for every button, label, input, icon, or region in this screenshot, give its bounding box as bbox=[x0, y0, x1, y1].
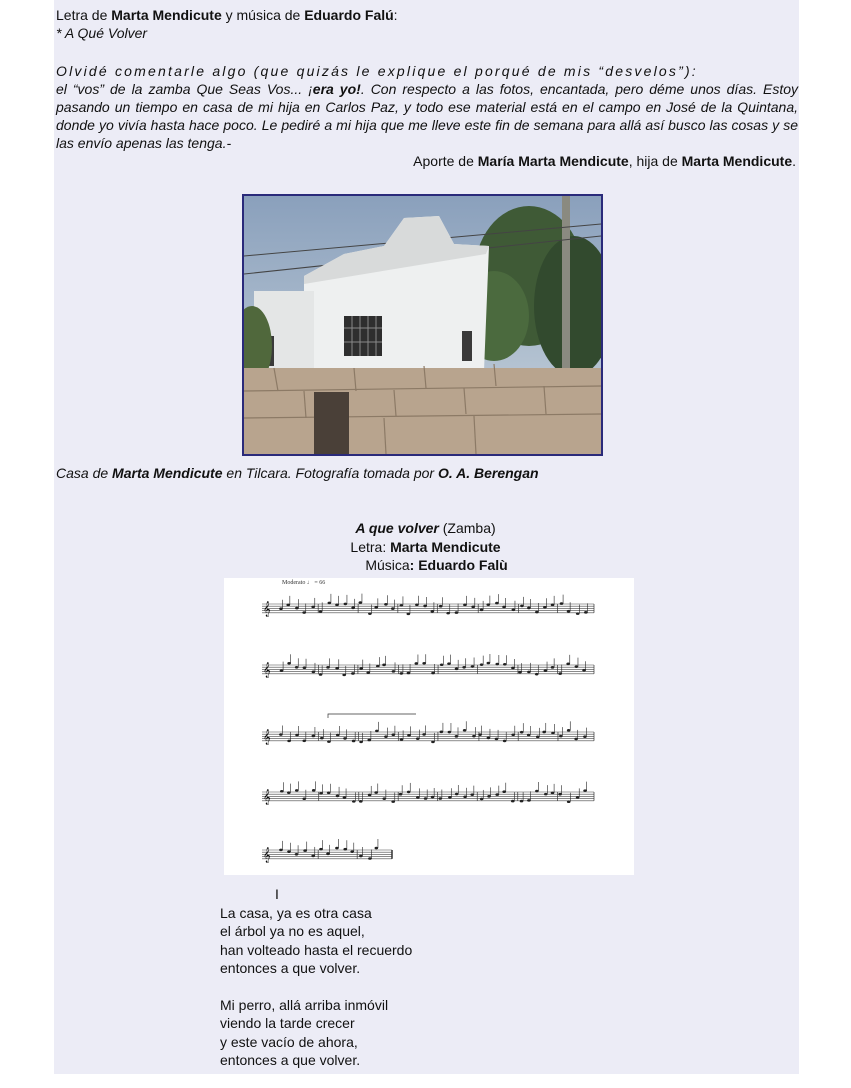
note bbox=[320, 737, 324, 740]
note bbox=[438, 797, 442, 800]
note bbox=[302, 611, 306, 614]
note bbox=[359, 601, 363, 604]
intro-line bbox=[56, 6, 398, 24]
note bbox=[471, 665, 475, 668]
note bbox=[287, 850, 291, 853]
note bbox=[368, 857, 372, 860]
note bbox=[574, 738, 578, 741]
note bbox=[431, 610, 435, 613]
lyrics bbox=[220, 904, 412, 1088]
note bbox=[582, 669, 586, 672]
note bbox=[303, 849, 307, 852]
note bbox=[311, 606, 315, 609]
note bbox=[376, 665, 380, 668]
note bbox=[407, 672, 411, 675]
note bbox=[400, 604, 404, 607]
note bbox=[311, 855, 315, 858]
note bbox=[520, 605, 524, 608]
house-photo bbox=[242, 194, 603, 456]
note bbox=[512, 608, 516, 611]
note bbox=[343, 848, 347, 851]
note bbox=[535, 611, 539, 614]
note bbox=[495, 663, 499, 666]
note bbox=[374, 606, 378, 609]
note bbox=[375, 847, 379, 850]
note bbox=[503, 663, 507, 666]
note bbox=[535, 673, 539, 676]
treble-clef-icon: 𝄞 bbox=[263, 790, 271, 805]
tempo-marking: Moderato ♩ = 66 bbox=[282, 580, 326, 586]
note bbox=[551, 604, 555, 607]
note bbox=[455, 793, 459, 796]
note bbox=[472, 735, 476, 738]
staff bbox=[262, 721, 594, 745]
note bbox=[286, 604, 290, 607]
staff bbox=[262, 839, 392, 863]
note bbox=[342, 674, 346, 677]
note bbox=[471, 606, 475, 609]
note bbox=[487, 662, 491, 665]
note bbox=[480, 663, 484, 666]
note bbox=[431, 741, 435, 744]
note bbox=[295, 789, 299, 792]
note bbox=[551, 732, 555, 735]
note bbox=[567, 729, 571, 732]
note bbox=[527, 799, 531, 802]
photo-caption bbox=[56, 464, 539, 482]
note bbox=[455, 611, 459, 614]
note bbox=[287, 791, 291, 794]
note bbox=[495, 738, 499, 741]
note bbox=[416, 796, 420, 799]
note bbox=[399, 793, 403, 796]
note bbox=[431, 672, 435, 675]
note bbox=[422, 733, 426, 736]
note bbox=[527, 734, 531, 737]
note bbox=[335, 667, 339, 670]
note bbox=[392, 670, 396, 673]
photographer-name: O. A. Berengan bbox=[437, 465, 539, 481]
note bbox=[280, 669, 284, 672]
note bbox=[368, 794, 372, 797]
note bbox=[279, 733, 283, 736]
author-name: Marta Mendicute bbox=[112, 465, 223, 481]
note bbox=[415, 603, 419, 606]
note bbox=[487, 737, 491, 740]
label: Música bbox=[365, 557, 410, 573]
text: Aporte de bbox=[413, 153, 478, 169]
note bbox=[463, 604, 467, 607]
note bbox=[502, 790, 506, 793]
note bbox=[295, 734, 299, 737]
note bbox=[359, 667, 363, 670]
note bbox=[470, 793, 474, 796]
text: : bbox=[393, 7, 398, 23]
note bbox=[359, 741, 363, 744]
note bbox=[559, 735, 563, 738]
note bbox=[520, 731, 524, 734]
note bbox=[295, 607, 299, 610]
note bbox=[424, 797, 428, 800]
note bbox=[567, 800, 571, 803]
note bbox=[527, 607, 531, 610]
note bbox=[440, 731, 444, 734]
note bbox=[326, 853, 330, 856]
note bbox=[543, 606, 547, 609]
note bbox=[575, 665, 579, 668]
note bbox=[382, 797, 386, 800]
note bbox=[455, 735, 459, 738]
note bbox=[415, 662, 419, 665]
note bbox=[560, 602, 564, 605]
note bbox=[335, 847, 339, 850]
note bbox=[287, 740, 291, 743]
note bbox=[542, 731, 546, 734]
note bbox=[391, 800, 395, 803]
note bbox=[351, 607, 355, 610]
composer-name: : Eduardo Falù bbox=[409, 557, 508, 573]
note bbox=[407, 734, 411, 737]
note bbox=[422, 662, 426, 665]
stanza-2: Mi perro, allá arriba inmóvil viendo la tarde crecer y este vacío de ahora, entonces a que volver. bbox=[220, 997, 389, 1069]
staff bbox=[262, 781, 594, 805]
paragraph-body bbox=[56, 80, 798, 152]
note bbox=[583, 735, 587, 738]
note bbox=[319, 848, 323, 851]
note bbox=[480, 609, 484, 612]
text: Estoy pasando un tiempo en casa de mi hija en Carlos Paz, y todo ese material está en el campo en José de la Quintana, donde yo vivía hasta hace poco. Le pediré a mi hija que me lleve este fin de semana para allá así busco las cosas y se las envío apenas las tenga.- bbox=[56, 81, 799, 151]
note bbox=[511, 667, 515, 670]
note bbox=[511, 733, 515, 736]
note bbox=[495, 793, 499, 796]
note bbox=[407, 791, 411, 794]
note bbox=[480, 798, 484, 801]
text: . bbox=[792, 153, 796, 169]
note bbox=[352, 740, 356, 743]
label: Letra: bbox=[350, 539, 391, 555]
note bbox=[576, 612, 580, 615]
author-name: Marta Mendicute bbox=[681, 153, 793, 169]
text: el “vos” de la zamba Que Seas Vos... ¡ bbox=[56, 81, 313, 97]
note bbox=[478, 733, 482, 736]
note bbox=[374, 791, 378, 794]
song-title: A que volver bbox=[355, 520, 439, 536]
note bbox=[446, 612, 450, 615]
note bbox=[336, 734, 340, 737]
text: y música de bbox=[221, 7, 305, 23]
note bbox=[352, 800, 356, 803]
treble-clef-icon: 𝄞 bbox=[263, 602, 271, 617]
note bbox=[400, 738, 404, 741]
intro bbox=[56, 6, 398, 42]
note bbox=[511, 800, 515, 803]
lyricist-name: Marta Mendicute bbox=[111, 7, 222, 23]
note bbox=[558, 672, 562, 675]
note bbox=[367, 739, 371, 742]
note bbox=[280, 790, 284, 793]
note bbox=[295, 666, 299, 669]
note bbox=[486, 603, 490, 606]
note bbox=[400, 672, 404, 675]
note bbox=[448, 731, 452, 734]
treble-clef-icon: 𝄞 bbox=[263, 848, 271, 863]
song-title-line bbox=[0, 519, 851, 537]
note bbox=[343, 796, 347, 799]
note bbox=[351, 672, 355, 675]
note bbox=[287, 662, 291, 665]
note bbox=[551, 666, 555, 669]
note bbox=[544, 793, 548, 796]
note bbox=[382, 664, 386, 667]
treble-clef-icon: 𝄞 bbox=[263, 663, 271, 678]
note bbox=[391, 607, 395, 610]
note bbox=[359, 800, 363, 803]
note bbox=[407, 613, 411, 616]
note bbox=[487, 795, 491, 798]
note bbox=[327, 791, 331, 794]
note bbox=[518, 671, 522, 674]
note bbox=[312, 671, 316, 674]
music-staves bbox=[224, 578, 634, 875]
staff bbox=[262, 594, 594, 617]
note bbox=[520, 800, 524, 803]
note bbox=[336, 795, 340, 798]
note bbox=[535, 790, 539, 793]
note bbox=[303, 666, 307, 669]
note bbox=[327, 740, 331, 743]
note bbox=[463, 796, 467, 799]
staff bbox=[262, 654, 594, 678]
note bbox=[536, 736, 540, 739]
song-reference: * A Qué Volver bbox=[56, 25, 148, 41]
note bbox=[495, 602, 499, 605]
note bbox=[455, 668, 459, 671]
note bbox=[551, 792, 555, 795]
note bbox=[295, 853, 299, 856]
note bbox=[279, 607, 283, 610]
song-genre: (Zamba) bbox=[438, 520, 496, 536]
text: Casa de bbox=[56, 465, 113, 481]
note bbox=[447, 662, 451, 665]
contribution-credit bbox=[413, 152, 796, 170]
song-lyricist-line bbox=[0, 538, 851, 556]
note bbox=[375, 730, 379, 733]
note bbox=[440, 663, 444, 666]
note bbox=[343, 737, 347, 740]
note bbox=[566, 663, 570, 666]
note bbox=[503, 740, 507, 743]
stanza-1: La casa, ya es otra casa el árbol ya no es aquel, han volteado hasta el recuerdo entonces a que volver. bbox=[220, 905, 413, 977]
treble-clef-icon: 𝄞 bbox=[263, 730, 271, 745]
letter-paragraph bbox=[56, 62, 798, 152]
note bbox=[319, 610, 323, 613]
note bbox=[302, 797, 306, 800]
note bbox=[326, 666, 330, 669]
song-composer-line bbox=[0, 556, 851, 574]
note bbox=[302, 739, 306, 742]
note bbox=[439, 605, 443, 608]
sheet-music bbox=[224, 578, 634, 875]
note bbox=[359, 855, 363, 858]
note bbox=[584, 611, 588, 614]
note bbox=[544, 669, 548, 672]
note bbox=[463, 729, 467, 732]
contributor-name: María Marta Mendicute bbox=[477, 153, 629, 169]
note bbox=[350, 850, 354, 853]
note bbox=[335, 604, 339, 607]
note bbox=[416, 737, 420, 740]
text: en Tilcara. Fotografía tomada por bbox=[222, 465, 438, 481]
note bbox=[319, 673, 323, 676]
house-photo-image bbox=[244, 196, 601, 454]
text: . Con respecto a las fotos, encantada, pero déme unos días. bbox=[360, 81, 757, 97]
note bbox=[431, 796, 435, 799]
note bbox=[384, 735, 388, 738]
note bbox=[384, 603, 388, 606]
part-number: I bbox=[275, 886, 279, 902]
note bbox=[576, 796, 580, 799]
note bbox=[502, 606, 506, 609]
note bbox=[319, 792, 323, 795]
note bbox=[328, 602, 332, 605]
note bbox=[279, 849, 283, 852]
note bbox=[558, 793, 562, 796]
paragraph-first-line: Olvidé comentarle algo (que quizás le explique el porqué de mis “desvelos”): bbox=[56, 63, 698, 79]
text: Letra de bbox=[56, 7, 112, 23]
note bbox=[567, 610, 571, 613]
note bbox=[583, 789, 587, 792]
note bbox=[312, 789, 316, 792]
note bbox=[423, 605, 427, 608]
composer-name: Eduardo Falú bbox=[304, 7, 394, 23]
lyricist-name: Marta Mendicute bbox=[390, 539, 501, 555]
note bbox=[366, 671, 370, 674]
note bbox=[527, 671, 531, 674]
emphasis: era yo! bbox=[312, 81, 361, 97]
note bbox=[448, 796, 452, 799]
note bbox=[462, 666, 466, 669]
note bbox=[392, 733, 396, 736]
note bbox=[368, 612, 372, 615]
note bbox=[344, 603, 348, 606]
note bbox=[312, 735, 316, 738]
text: , hija de bbox=[628, 153, 682, 169]
